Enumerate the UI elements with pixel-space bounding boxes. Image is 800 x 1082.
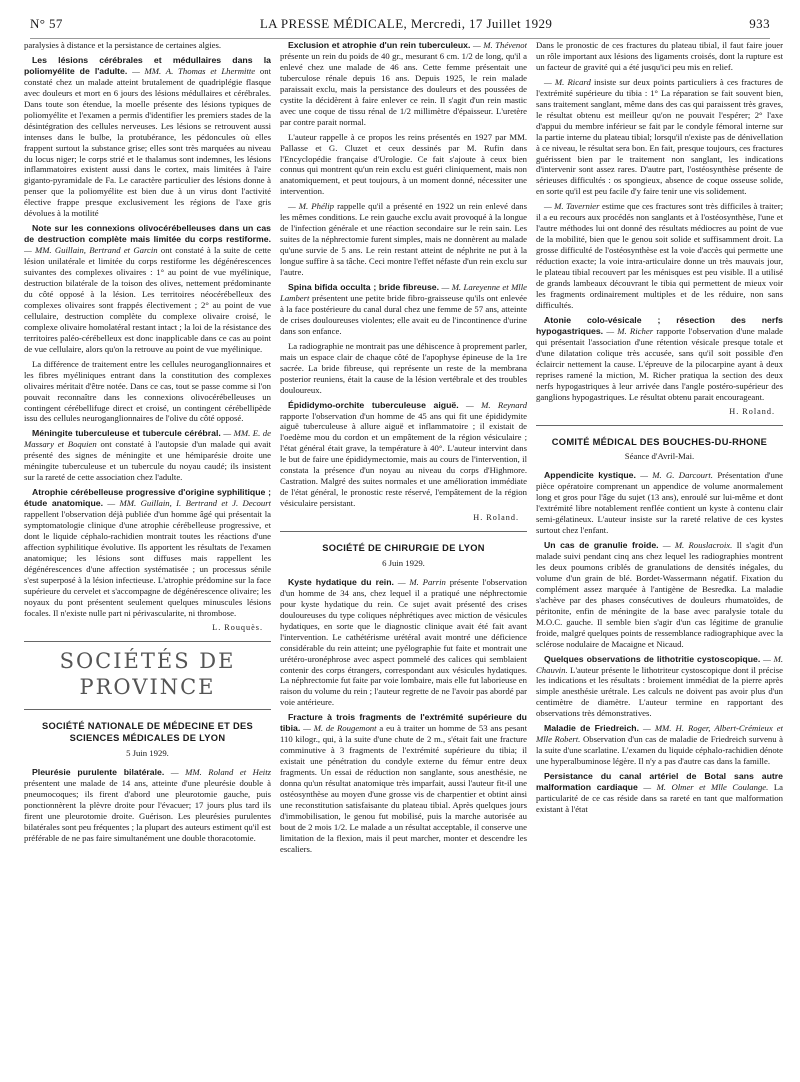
page-header <box>30 16 770 39</box>
article: Atonie colo-vésicale ; résection des nerfs hypogastriques. — M. Richer rapporte l'observation d'une malade qui présentait l'association d'une rétention vésicale presque totale et d'une dilatation colique très accusée, sans qu'il soit possible d'en éclaircir nettement la cause. L'épreuve de la pilocarpine ayant à deux reprises ramené la miction, M. Richer pratiqua la section des deux nerfs hypogastriques à leur arrivée dans l'angle postéro-supérieur des ganglions hypogastriques. Le résultat obtenu parait encourageant. <box>536 314 783 402</box>
article: Exclusion et atrophie d'un rein tuberculeux. — M. Thévenot présente un rein du poids de 40 gr., mesurant 6 cm. 1/2 de long, qu'il a enlevé chez une malade de 46 ans. Cette femme présentait une tuberculose rénale depuis 16 ans. Depuis 1925, le rein malade paraissait exclu, mais la persistance des douleurs et des poussées de cystite la décidèrent à faire enlever ce rein. Il s'agit d'un rein mastic avec une coque de tissu rénal de 1/2 millimètre d'épaisseur. L'uretère par contre parait normal. <box>280 40 527 127</box>
article: Persistance du canal artériel de Botal sans autre malformation cardiaque — M. Olmer et Mlle Coulange. La particularité de ce cas réside dans sa rareté en tant que malformation existant à l'état <box>536 771 783 814</box>
session-date: 6 Juin 1929. <box>382 557 425 568</box>
column-right <box>536 40 783 1075</box>
article: Maladie de Friedreich. — MM. H. Roger, Albert-Crémieux et Mlle Robert. Observation d'un cas de maladie de Friedreich survenu à la suite d'une scarlatine. L'examen du liquide céphalo-rachidien dénote une hyperalbuminose légère. Il n'y a pas d'autre cas dans la famille. <box>536 723 783 767</box>
issue-number: N° 57 <box>30 16 63 31</box>
signature: L. Rouquès. <box>212 622 263 632</box>
paragraph: La radiographie ne montrait pas une déhiscence à proprement parler, mais un espace clair de chaque côté de l'apophyse épineuse de la 1re sacrée. La bride fibreuse, qui représente un reste de la membrana posterior reuniens, était la cause de la lésion vertébrale et des troubles douloureux. <box>280 340 527 395</box>
session-date: Séance d'Avril-Mai. <box>624 451 695 462</box>
article: Appendicite kystique. — M. G. Darcourt. Présentation d'une pièce opératoire comprenant un appendice de volume anormalement long et gros pour l'âge du sujet (13 ans), enroulé sur lui-même et dont l'extrémité libre notablement renflée contient un kyste à contenu clair semi-gélatineux. L'auteur insiste sur la rareté relative de ces kystes surtout chez l'enfant. <box>536 470 783 536</box>
signature: H. Roland. <box>473 513 519 523</box>
divider <box>280 531 527 532</box>
article: Kyste hydatique du rein. — M. Parrin présente l'observation d'un homme de 34 ans, chez lequel il a pratiqué une néphrectomie pour kyste hydatique du rein. Ce sujet avait présenté des crises douloureuses du type coliques néphrétiques avec miction de vésicules hydatiques, en sorte que le diagnostic clinique avait été fait avant l'intervention. Le cathétérisme urétéral avait montré une déficience considérable du rein atteint; une pyélographie fut faite et montrait une urétéro-uronéphrose avec aspect pommelé des calices qui semblaient contenir des corps étrangers, correspondant aux vésicules hydatiques. La néphrectomie fut faite par voie lombaire, mais elle fut laborieuse en raison du volume du rein ; l'auteur regrette de ne l'avoir pas abordé par voie antérieure. <box>280 576 527 708</box>
paragraph: Dans le pronostic de ces fractures du plateau tibial, il faut faire jouer un rôle important aux lésions des ligaments croisés, dont la rupture est un facteur de gravité qui a été jusqu'ici peu mis en relief. <box>536 40 783 72</box>
article: Fracture à trois fragments de l'extrémité supérieure du tibia. — M. de Rougemont a eu à traiter un homme de 53 ans pesant 110 kilogr., qui, à la suite d'une chute de 2 m., s'était fait une fracture comminutive à 3 fragments de l'extrémité supérieure du tibia; il existait une pénétration du condyle externe du fémur entre deux fragments. Un essai de réduction non sanglante, sous anesthésie, ne donna qu'un résultat anatomique très imparfait, aussi l'auteur fit-il une ostéosynthèse au moyen d'une grosse vis de charpentier et obtint ainsi une reconstitution satisfaisante du plateau tibial. Après quelques jours d'immobilisation, le genou fut mobilisé, puis la marche autorisée au bout de 2 mois 1/2. Le malade a un résultat acceptable, il conserve une limitation de la flexion, mais il peut marcher, monter et descendre les escaliers. <box>280 712 527 854</box>
divider <box>24 709 271 710</box>
article: Pleurésie purulente bilatérale. — MM. Roland et Heitz présentent une malade de 14 ans, atteinte d'une pleurésie double à pneumocoques; ils firent d'abord une pleurotomie gauche, puis ponctionnèrent la plèvre droite pour l'évacuer; 17 jours plus tard ils firent une pleurotomie droite. Guérison. Les pleurésies purulentes bilatérales sont peu fréquentes ; la plupart des auteurs estiment qu'il est préférable de ne pas faire simultanément une double thoracotomie. <box>24 766 271 843</box>
society-heading: SOCIÉTÉ NATIONALE DE MÉDECINE ET DES SCIENCES MÉDICALES DE LYON <box>41 720 254 744</box>
article: Les lésions cérébrales et médullaires dans la poliomyélite de l'adulte. — MM. A. Thomas et Lhermitte ont constaté chez un malade atteint brutalement de quadriplégie flasque avec douleurs et mort en 6 jours des lésions médullaires et cérébrales. Dans toute son étendue, la moelle présente des lésions typiques de poliomyélite et l'examen a permis d'identifier les premiers stades de la désintégration des cellules nerveuses. Les lésions se retrouvent aussi intenses dans le bulbe, la protubérance, les pédoncules où elles frappent surtout la substance grise; elles sont très marquées au niveau du locus niger; le corps strié et le thalamus sont indemnes, les lésions inflammatoires existent aussi dans le cortex, mais limitées à l'aire giganto-pyramidale de Fa. Le caractère particulier des lésions donne à penser que la poliomyélite est bien due à un virus dont l'activité élective frappe presque exclusivement les régions de l'axe gris dévolues à la motilité <box>24 54 271 219</box>
article: Spina bifida occulta ; bride fibreuse. — M. Lareyenne et Mlle Lambert présentent une petite bride fibro-graisseuse qu'ils ont enlevée à la face postérieure du canal dural chez une femme de 57 ans, atteinte de crises douloureuses violentes; elle avait eu de l'incontinence d'urine dans son enfance. <box>280 282 527 336</box>
journal-title: LA PRESSE MÉDICALE, Mercredi, 17 Juillet 1929 <box>259 16 553 31</box>
paragraph: paralysies à distance et la persistance de certaines algies. <box>24 40 222 50</box>
article: Méningite tuberculeuse et tubercule cérébral. — MM. E. de Massary et Boquien ont constaté à l'autopsie d'un malade qui avait présenté des signes de méningite et une hémiparésie droite une méningite tuberculeuse et un tubercule du noyau caudé; ils insistent sur la rareté de cette association chez l'adulte. <box>24 428 271 483</box>
article: — M. Ricard insiste sur deux points particuliers à ces fractures de l'extrémité supérieure du tibia : 1° La réparation se fait souvent bien, sans traitement sanglant, même dans des cas qui paraissent très graves, le résultat obtenu est meilleur qu'on ne pouvait l'espérer; 2° l'axe d'appui du membre inférieur se fait par le condyle fémoral interne sur la partie interne du plateau tibial; lorsqu'il n'existe pas de dénivellation à ce niveau, le résultat sera bon. En fait, presque toujours, ces fractures guérissent bien par le traitement non sanglant, les indications d'intervenir sont assez rares. D'autre part, l'ostéosynthèse présente de sérieuses difficultés : os spongieux, absence de coque osseuse solide, en sorte qu'il est peu facile d'y faire tenir une vis solidement. <box>536 76 783 197</box>
article: — M. Phélip rappelle qu'il a présenté en 1922 un rein enlevé dans les mêmes conditions. Le rein gauche exclu avait provoqué à la longue de l'infection générale et une réaction secondaire sur le rein sain. Les suites de la néphrectomie furent simples, mais ne donnèrent au malade qu'une survie de 5 ans. Le rein restant atteint de néphrite ne put à la longue suffire à sa tâche. Ceci montre l'effet néfaste d'un rein exclu sur l'autre. <box>280 201 527 278</box>
session-date: 5 Juin 1929. <box>126 747 169 758</box>
paragraph: L'auteur rappelle à ce propos les reins présentés en 1927 par MM. Pallasse et G. Cluzet et ceux dessinés par M. Rufin dans l'Encyclopédie française d'Urologie. Ce fait s'ajoute à ceux bien connus qui montrent qu'un rein exclu est guéri cliniquement, mais non anatomiquement, et peut toujours, à un moment donné, nécessiter une intervention. <box>280 131 527 197</box>
column-middle <box>280 40 527 1075</box>
page-number: 933 <box>749 16 770 31</box>
divider <box>536 425 783 426</box>
article: Note sur les connexions olivocérébelleuses dans un cas de destruction complète mais limitée du corps restiforme. — MM. Guillain, Bertrand et Garcin ont constaté à la suite de cette lésion unilatérale et limitée du corps restiforme les dégénérescences suivantes des complexes olivaires : 1° au point de vue myélinique, destruction bilatérale de la toison des olives, nettement prédominante du côté opposé à la lésion. Les territoires néocérébelleux des complexes olivaires sont frappés électivement ; 2° au point de vue cellulaire, destruction complète du complexe olivaire croisé, le complexe olivaire homolatéral restant intact ; la loi de la résistance des territoires paléo-cérébelleux est donc inapplicable dans ce cas au point de vue cellulaire, alors qu'on la retrouve au point de vue myélinique. <box>24 223 271 354</box>
signature: H. Roland. <box>729 406 775 416</box>
society-heading: COMITÉ MÉDICAL DES BOUCHES-DU-RHONE <box>551 436 768 447</box>
column-left <box>24 40 271 1075</box>
article: Épididymo-orchite tuberculeuse aiguë. — M. Reynard rapporte l'observation d'un homme de 45 ans qui fit une épididymite aiguë tuberculeuse à allure aiguë et inflammatoire ; il existait de l'oedème mou du cordon et un empâtement de la région vésiculaire ; l'état général était grave, la température à 40°. L'auteur intervint dans le but de faire une épididymectomie, mais au cours de l'intervention, il constata la présence d'un noyau au niveau du corps d'Highmore. Castration. Malgré des suites normales et une amélioration immédiate de l'état général, le pronostic reste réservé, l'empâtement de la région vésiculaire persistant. <box>280 399 527 509</box>
section-title: SOCIÉTÉS DE PROVINCE <box>59 648 236 700</box>
article: — M. Tavernier estime que ces fractures sont très difficiles à traiter; il a eu recours aux procédés non sanglants et à l'ostéosynthèse, l'une et l'autre méthodes lui ont donné des résultats médiocres au point de vue de la mobilité, bien que le genou soit solide et suffisamment droit. La grosse difficulté de l'ostéosynthèse est la voie d'accès qui permette une réduction exacte; la voie intra-articulaire donne un très mauvais jour, le plateau tibial recouvert par les ménisques est peu visible. Il a utilisé de grands lambeaux découvrant le tibia qui permettent de mieux voir les fragments ordinairement multiples et de les réduire, non sans difficultés. <box>536 201 783 310</box>
article: Atrophie cérébelleuse progressive d'origine syphilitique ; étude anatomique. — MM. Guillain, I. Bertrand et J. Decourt rappellent l'observation déjà publiée d'un homme âgé qui présentait la symptomatologie clinique d'une atrophie cérébelleuse progressive, et dont le liquide céphalo-rachidien montrait toutes les réactions d'une affection syphilitique évolutive. Ils apportent les résultats de l'examen anatomique; les lésions sont diffuses mais rappellent les dégénérescences d'une affection systématisée ; un processus sénile s'est superposé à la lésion infectieuse. L'atrophie prédomine sur la face supérieure du cervelet et s'accompagne de dégénérescence olivaire; les noyaux du pont présentent seulement quelques minuscules lésions focales. Il n'existe nulle part ni périvascularite, ni thrombose. <box>24 487 271 618</box>
divider <box>24 641 271 642</box>
paragraph: La différence de traitement entre les cellules neuroganglionnaires et les fibres myéliniques entrant dans la constitution des complexes olivaires méritait d'être notée. Dans ce cas, tout se passe comme si l'on pouvait reconnaître dans les connexions olivocérébelleuses un contingent cérébellifuge direct et croisé, un contingent cérébellipède issu des cellules neuroganglionnaires de l'olive du côté opposé. <box>24 358 271 424</box>
society-heading: SOCIÉTÉ DE CHIRURGIE DE LYON <box>322 543 485 554</box>
article: Un cas de granulie froide. — M. Rouslacroix. Il s'agit d'un malade suivi pendant cinq ans chez lequel les radiographies montrent les deux poumons criblés de granulations de densités inégales, du volume d'un grain de blé. Bordet-Wassermann négatif. Fixation du complément assez marquée à l'antigène de Besredka. La maladie s'achève par des phases consécutives de douleurs rhumatoïdes, de péritonite, enfin de méningite de la base avec paralysie totale du M.O.C. gauche. Il semble bien s'agir d'un cas légitime de granulie froide, malgré quelques points de ressemblance radiographique avec la sclérose nodulaire de Macaigne et Nicaud. <box>536 540 783 649</box>
article: Quelques observations de lithotritie cystoscopique. — M. Chauvin. L'auteur présente le lithotriteur cystoscopique dont il précise les indications et les résultats : broiement immédiat de la pierre après simple anesthésie urétrale. Les calculs ne doivent pas avoir plus d'un centimètre de diamètre. L'auteur termine en rapportant des observations très démonstratives. <box>536 653 783 719</box>
text-columns <box>24 40 784 1075</box>
